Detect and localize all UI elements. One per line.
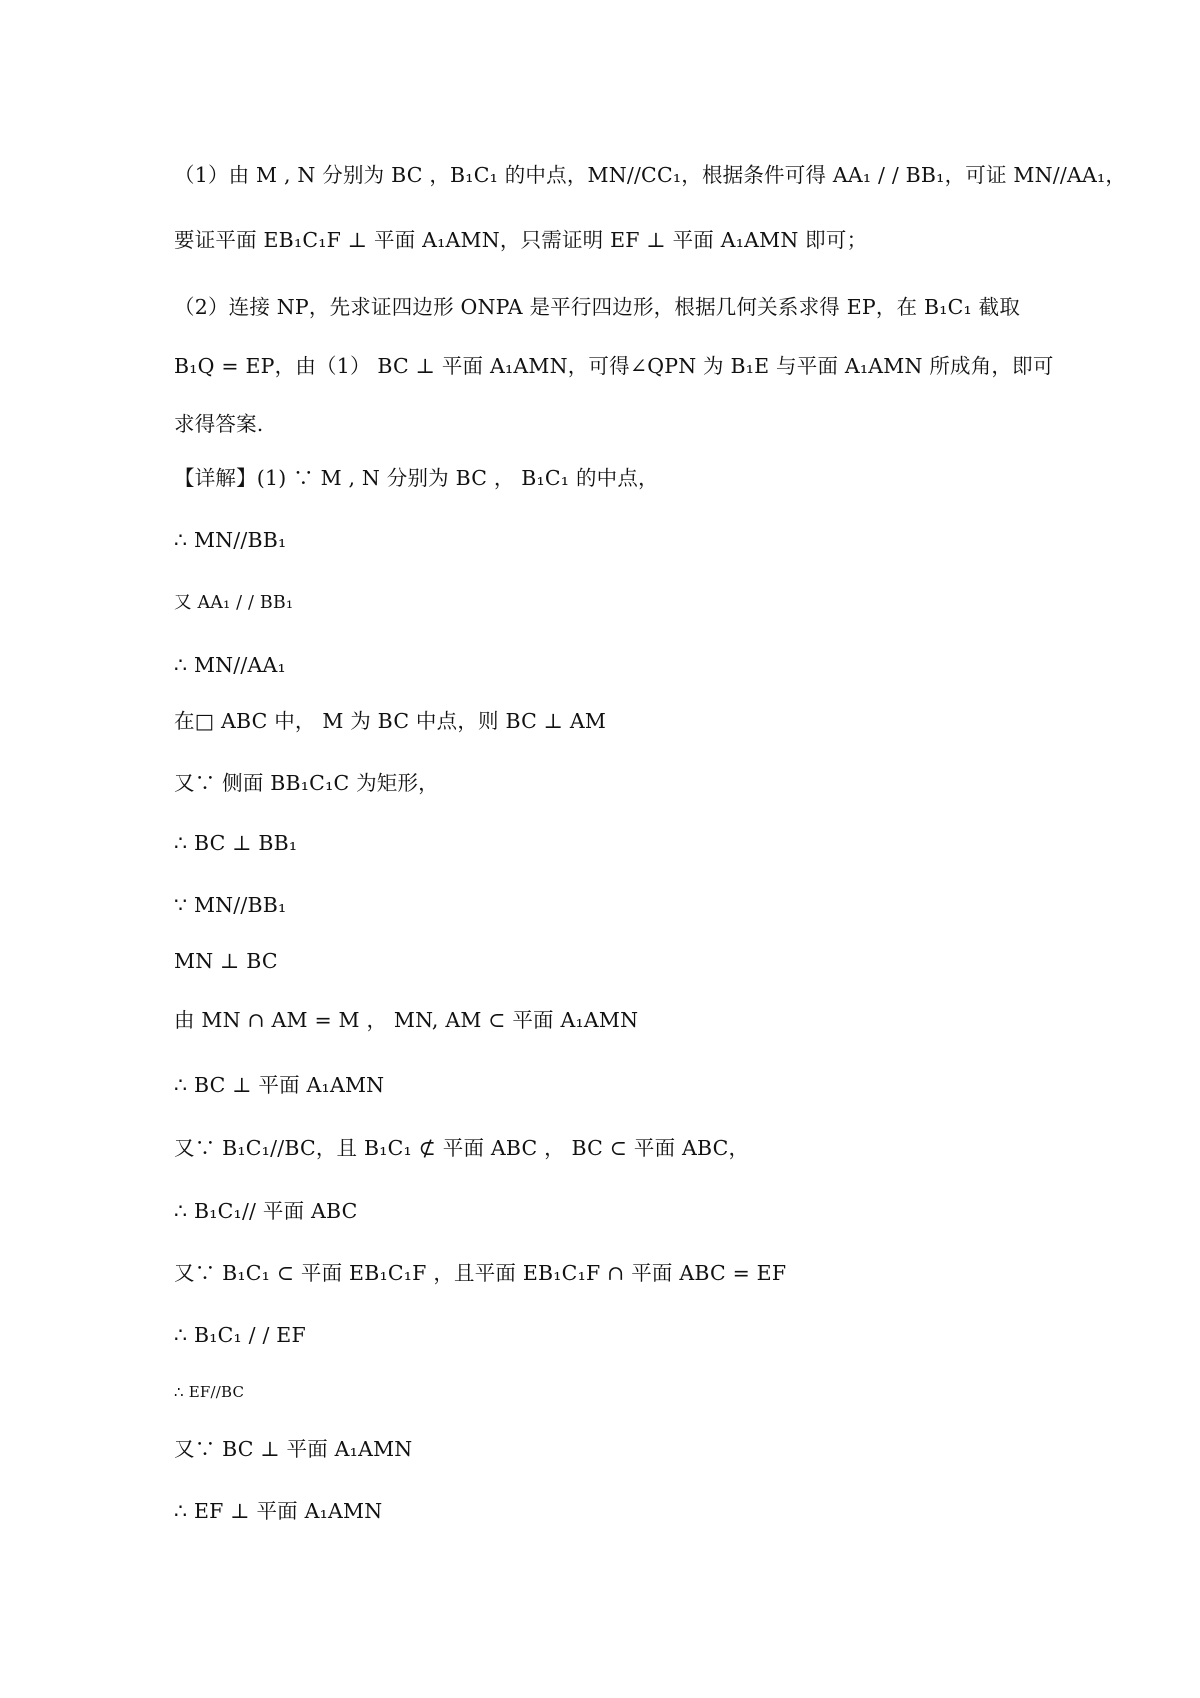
text-line-20: ∴ B₁C₁ / / EF bbox=[174, 1323, 306, 1347]
text-line-13: ∵ MN//BB₁ bbox=[174, 893, 287, 917]
text-line-22: 又∵ BC ⊥ 平面 A₁AMN bbox=[174, 1437, 413, 1461]
text-line-2: 要证平面 EB₁C₁F ⊥ 平面 A₁AMN，只需证明 EF ⊥ 平面 A₁AMN 即可； bbox=[174, 228, 868, 252]
text-line-17: 又∵ B₁C₁//BC，且 B₁C₁ ⊄ 平面 ABC ， BC ⊂ 平面 ABC， bbox=[174, 1136, 750, 1160]
text-line-15: 由 MN ∩ AM = M ， MN, AM ⊂ 平面 A₁AMN bbox=[174, 1008, 639, 1032]
text-line-21: ∴ EF//BC bbox=[174, 1383, 245, 1401]
text-line-4: B₁Q = EP，由（1） BC ⊥ 平面 A₁AMN，可得∠QPN 为 B₁E 与平面 A₁AMN 所成角，即可 bbox=[174, 354, 1054, 378]
text-line-5: 求得答案. bbox=[174, 412, 264, 436]
text-line-9: ∴ MN//AA₁ bbox=[174, 653, 286, 677]
text-line-16: ∴ BC ⊥ 平面 A₁AMN bbox=[174, 1073, 385, 1097]
text-line-18: ∴ B₁C₁// 平面 ABC bbox=[174, 1199, 358, 1223]
text-line-10: 在□ ABC 中， M 为 BC 中点，则 BC ⊥ AM bbox=[174, 709, 607, 733]
text-line-14: MN ⊥ BC bbox=[174, 949, 278, 973]
text-line-23: ∴ EF ⊥ 平面 A₁AMN bbox=[174, 1499, 383, 1523]
text-line-12: ∴ BC ⊥ BB₁ bbox=[174, 831, 298, 855]
text-line-11: 又∵ 侧面 BB₁C₁C 为矩形， bbox=[174, 771, 439, 795]
text-line-3: （2）连接 NP，先求证四边形 ONPA 是平行四边形，根据几何关系求得 EP，在 B₁C₁ 截取 bbox=[174, 295, 1021, 319]
text-line-7: ∴ MN//BB₁ bbox=[174, 528, 287, 552]
text-line-1: （1）由 M , N 分别为 BC ，B₁C₁ 的中点，MN//CC₁，根据条件可得 AA₁ / / BB₁，可证 MN//AA₁， bbox=[174, 163, 1127, 187]
text-line-6: 【详解】(1) ∵ M , N 分别为 BC ， B₁C₁ 的中点， bbox=[174, 466, 659, 490]
text-line-8: 又 AA₁ / / BB₁ bbox=[174, 593, 294, 613]
text-line-19: 又∵ B₁C₁ ⊂ 平面 EB₁C₁F ，且平面 EB₁C₁F ∩ 平面 ABC = EF bbox=[174, 1261, 787, 1285]
